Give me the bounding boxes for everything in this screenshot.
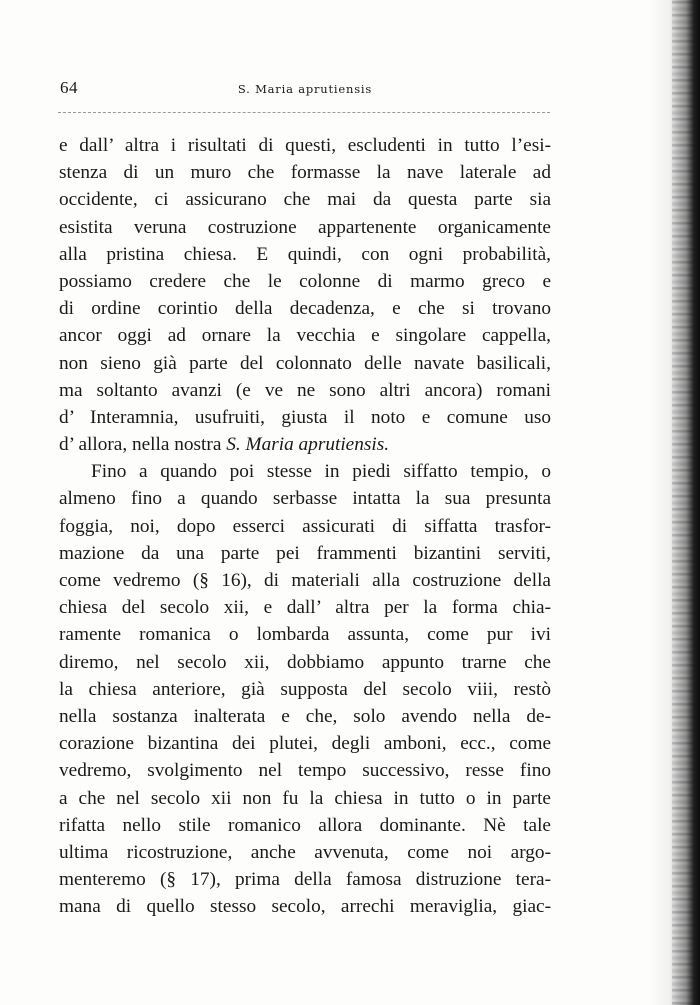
text-line: non sieno già parte del colonnato delle navate basilicali, — [59, 352, 551, 374]
page-header — [60, 78, 550, 102]
text-line: rifatta nello stile romanico allora dominante. Nè tale — [59, 814, 551, 836]
text-line: di ordine corintio della decadenza, e che si trovano — [59, 298, 551, 320]
text-line: esistita veruna costruzione appartenente organicamente — [59, 216, 551, 238]
text-line: menteremo (§ 17), prima della famosa distruzione tera- — [59, 869, 551, 891]
text-line: almeno fino a quando serbasse intatta la sua presunta — [59, 488, 551, 510]
text-line: d’ Interamnia, usufruiti, giusta il noto e comune uso — [59, 406, 551, 428]
page-edge-texture — [672, 0, 694, 1005]
italic-title: S. Maria aprutiensis. — [226, 434, 390, 456]
text-line: la chiesa anteriore, già supposta del secolo viii, restò — [59, 678, 551, 700]
text-line: foggia, noi, dopo esserci assicurati di siffatta trasfor- — [59, 515, 551, 537]
text-line: stenza di un muro che formasse la nave laterale ad — [59, 162, 551, 184]
body-text — [59, 132, 551, 920]
text-line: mana di quello stesso secolo, arrechi meraviglia, giac- — [59, 896, 551, 918]
text-line: corazione bizantina dei plutei, degli amboni, ecc., come — [59, 733, 551, 755]
text-line: possiamo credere che le colonne di marmo greco e — [59, 270, 551, 292]
text-line: ma soltanto avanzi (e ve ne sono altri ancora) romani — [59, 379, 551, 401]
text-line: ramente romanica o lombarda assunta, come pur ivi — [59, 624, 551, 646]
text-line: diremo, nel secolo xii, dobbiamo appunto trarne che — [59, 651, 551, 673]
text-line: vedremo, svolgimento nel tempo successivo, resse fino — [59, 760, 551, 782]
paragraph-end-line — [59, 431, 551, 458]
text-line: e dall’ altra i risultati di questi, escludenti in tutto l’esi- — [59, 135, 551, 156]
text-line: chiesa del secolo xii, e dall’ altra per la forma chia- — [59, 597, 551, 619]
text-line: ultima ricostruzione, anche avvenuta, come noi argo- — [59, 841, 551, 863]
text-line: mazione da una parte pei frammenti bizantini serviti, — [59, 542, 551, 564]
text-line: alla pristina chiesa. E quindi, con ogni probabilità, — [59, 243, 551, 265]
text-line: come vedremo (§ 16), di materiali alla costruzione della — [59, 570, 551, 591]
text-segment: d’ allora, nella nostra — [59, 434, 222, 456]
text-line: nella sostanza inalterata e che, solo avendo nella de- — [59, 705, 551, 727]
running-title: S. Maria aprutiensis — [237, 82, 373, 96]
paragraph-start-line: Fino a quando poi stesse in piedi siffatto tempio, o — [91, 461, 551, 483]
text-line: ancor oggi ad ornare la vecchia e singolare cappella, — [59, 325, 551, 347]
text-line: occidente, ci assicurano che mai da questa parte sia — [59, 189, 551, 211]
header-rule — [58, 112, 550, 113]
text-line: a che nel secolo xii non fu la chiesa in tutto o in parte — [59, 787, 551, 809]
page-number: 64 — [60, 78, 78, 97]
